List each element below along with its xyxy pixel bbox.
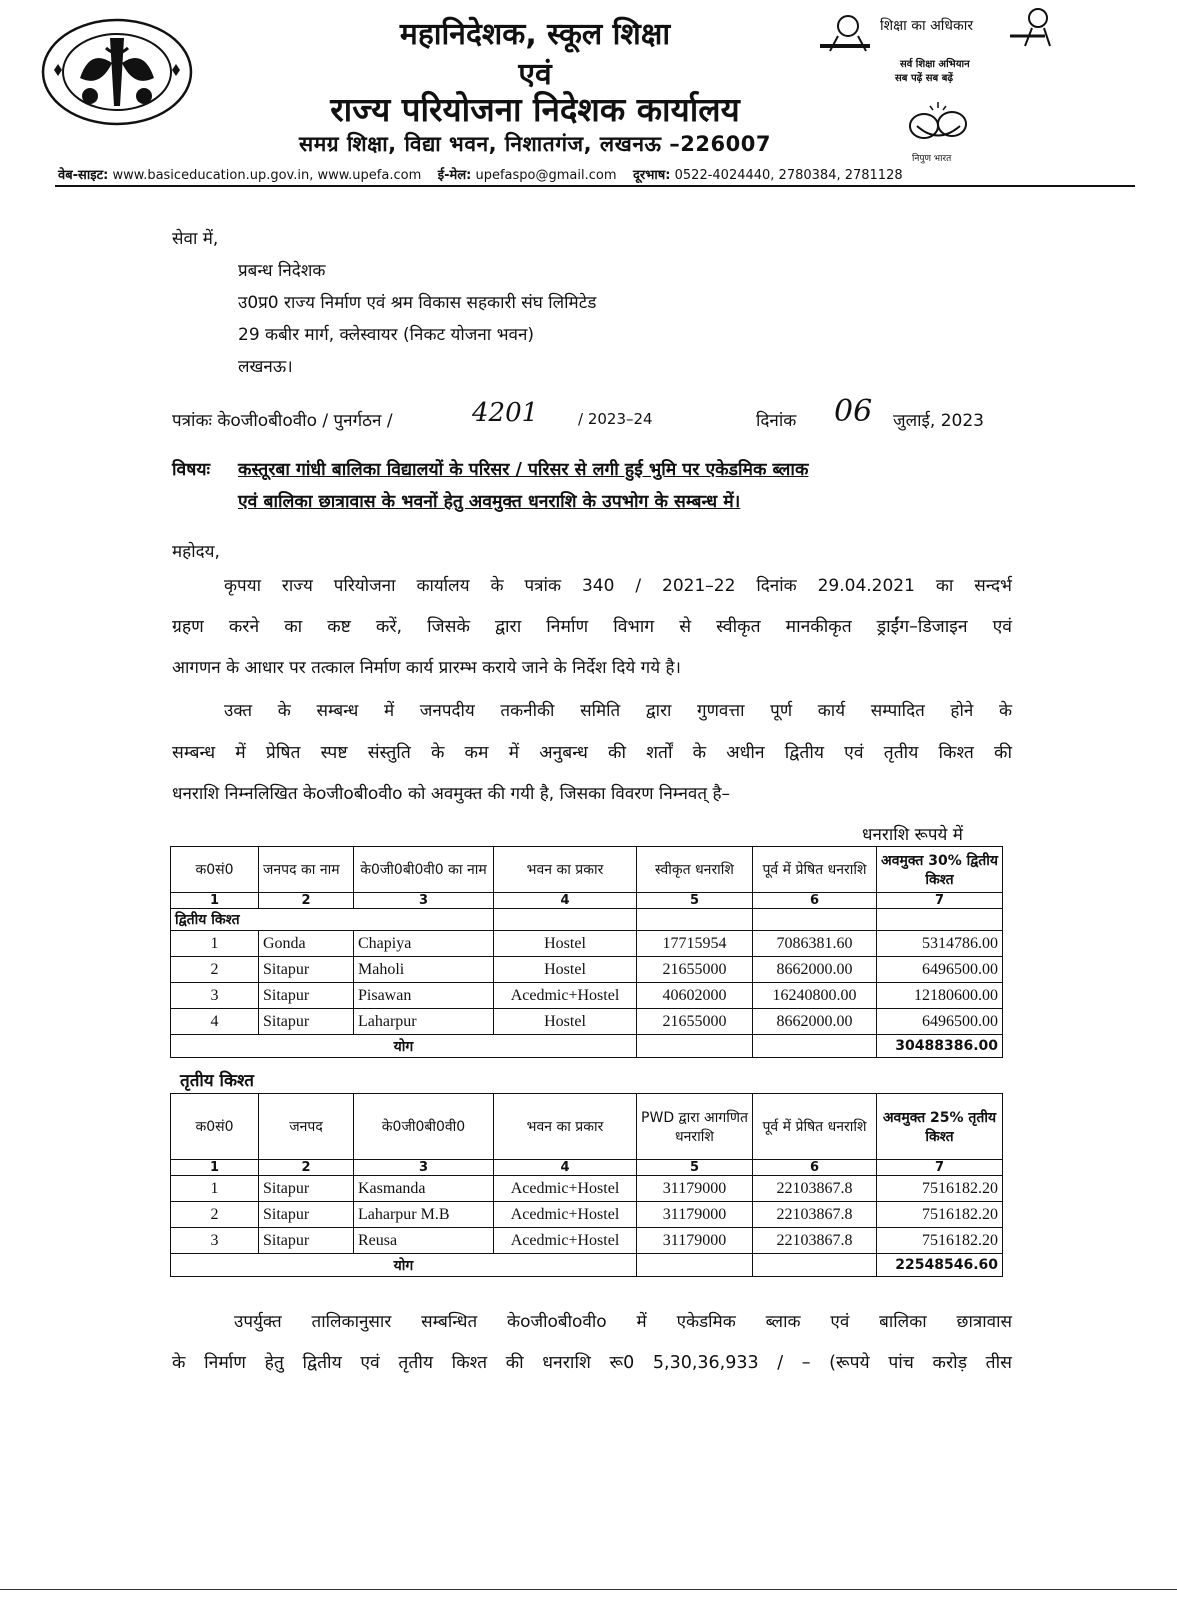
column-number: 6 — [753, 893, 877, 909]
table-cell: 22103867.8 — [753, 1202, 877, 1228]
table-row — [171, 983, 1003, 1009]
table-cell: 6496500.00 — [877, 1009, 1003, 1035]
column-header: भवन का प्रकार — [494, 847, 637, 893]
column-header: अवमुक्त 30% द्वितीय किश्त — [877, 847, 1003, 893]
page-edge-line — [0, 1589, 1177, 1590]
table-cell: 1 — [171, 1176, 259, 1202]
table-cell: 17715954 — [637, 931, 753, 957]
email-text: upefaspo@gmail.com — [475, 168, 617, 183]
paragraph-line: आगणन के आधार पर तत्काल निर्माण कार्य प्रारम्भ कराये जाने के निर्देश दिये गये है। — [172, 658, 681, 678]
column-header: पूर्व में प्रेषित धनराशि — [753, 847, 877, 893]
table-cell: 6496500.00 — [877, 957, 1003, 983]
paragraph-line: कृपया राज्य परियोजना कार्यालय के पत्रांक 340 / 2021–22 दिनांक 29.04.2021 का सन्दर्भ — [224, 576, 1012, 596]
table-total-row — [171, 1035, 1003, 1058]
table-cell: 21655000 — [637, 1009, 753, 1035]
table-cell: Acedmic+Hostel — [494, 1176, 637, 1202]
column-header: भवन का प्रकार — [494, 1094, 637, 1160]
table-row — [171, 1228, 1003, 1254]
table-cell: 31179000 — [637, 1202, 753, 1228]
section-label: द्वितीय किश्त — [171, 909, 354, 931]
table-cell: 16240800.00 — [753, 983, 877, 1009]
table-cell: 7516182.20 — [877, 1176, 1003, 1202]
column-number: 3 — [354, 1160, 494, 1176]
table-cell: Gonda — [259, 931, 354, 957]
table-cell: 8662000.00 — [753, 957, 877, 983]
header-title-line2: एवं — [518, 57, 552, 92]
third-installment-label: तृतीय किश्त — [180, 1071, 254, 1091]
table-cell: 22103867.8 — [753, 1176, 877, 1202]
table-cell: Pisawan — [354, 983, 494, 1009]
date-label: दिनांक — [756, 411, 797, 431]
addressee-line: लखनऊ। — [238, 357, 293, 377]
phone-text: 0522-4024440, 2780384, 2781128 — [674, 168, 903, 183]
email-label: ई-मेल: — [437, 168, 472, 183]
salutation-to: सेवा में, — [172, 229, 219, 249]
table-cell: Sitapur — [259, 1176, 354, 1202]
table-cell: Hostel — [494, 931, 637, 957]
ssa-tagline: सब पढ़ें सब बढ़ें — [895, 73, 954, 84]
table-cell: Sitapur — [259, 983, 354, 1009]
reference-number: 4201 — [472, 398, 539, 428]
table-cell: Acedmic+Hostel — [494, 1202, 637, 1228]
section-row — [171, 909, 1003, 931]
paragraph-line: उपर्युक्त तालिकानुसार सम्बन्धित केoजीoबीoवीo में एकेडमिक ब्लाक एवं बालिका छात्रावास — [234, 1312, 1012, 1332]
table-row — [171, 1202, 1003, 1228]
up-government-emblem-icon — [40, 18, 195, 126]
table-cell: Acedmic+Hostel — [494, 1228, 637, 1254]
table-cell: 31179000 — [637, 1228, 753, 1254]
table-cell: Sitapur — [259, 1009, 354, 1035]
column-header: PWD द्वारा आगणित धनराशि — [637, 1094, 753, 1160]
addressee-line: उ0प्र0 राज्य निर्माण एवं श्रम विकास सहकारी संघ लिमिटेड — [238, 293, 597, 313]
column-number: 5 — [637, 893, 753, 909]
table-cell: Sitapur — [259, 1228, 354, 1254]
table-cell: Chapiya — [354, 931, 494, 957]
column-number: 4 — [494, 1160, 637, 1176]
total-label: योग — [171, 1035, 637, 1058]
column-number: 2 — [259, 1160, 354, 1176]
table-total-row — [171, 1254, 1003, 1277]
table-cell: 4 — [171, 1009, 259, 1035]
table-cell: 22103867.8 — [753, 1228, 877, 1254]
paragraph-line: के निर्माण हेतु द्वितीय एवं तृतीय किश्त की धनराशि रू0 5,30,36,933 / – (रूपये पांच करोड़ तीस — [172, 1353, 1012, 1373]
column-number: 5 — [637, 1160, 753, 1176]
column-number: 3 — [354, 893, 494, 909]
column-header: के0जी0बी0वी0 का नाम — [354, 847, 494, 893]
salutation: महोदय, — [172, 542, 220, 562]
table-cell: 5314786.00 — [877, 931, 1003, 957]
table-cell: 21655000 — [637, 957, 753, 983]
column-number: 2 — [259, 893, 354, 909]
total-value: 30488386.00 — [877, 1035, 1003, 1058]
table-header-row — [171, 847, 1003, 893]
table-cell: Laharpur — [354, 1009, 494, 1035]
table-row — [171, 1009, 1003, 1035]
column-header: क0सं0 — [171, 1094, 259, 1160]
table-row — [171, 931, 1003, 957]
column-number-row — [171, 1160, 1003, 1176]
table-cell: Maholi — [354, 957, 494, 983]
third-installment-table — [170, 1093, 1003, 1277]
column-number: 1 — [171, 1160, 259, 1176]
table-row — [171, 1176, 1003, 1202]
reference-year: / 2023–24 — [578, 410, 653, 428]
addressee-line: 29 कबीर मार्ग, क्लेस्वायर (निकट योजना भवन) — [238, 325, 535, 345]
header-title-line3: राज्य परियोजना निदेशक कार्यालय — [330, 90, 740, 129]
table-cell: 7516182.20 — [877, 1228, 1003, 1254]
subject-line: कस्तूरबा गांधी बालिका विद्यालयों के परिसर / परिसर से लगी हुई भुमि पर एकेडमिक ब्लाक — [238, 460, 809, 480]
table-cell: 2 — [171, 957, 259, 983]
amount-unit-note: धनराशि रूपये में — [862, 825, 963, 845]
paragraph-line: ग्रहण करने का कष्ट करें, जिसके द्वारा निर्माण विभाग से स्वीकृत मानकीकृत ड्राईंग–डिजाइन एवं — [172, 617, 1012, 637]
table-cell: Reusa — [354, 1228, 494, 1254]
website-label: वेब-साइट: — [58, 168, 109, 183]
column-number-row — [171, 893, 1003, 909]
column-header: पूर्व में प्रेषित धनराशि — [753, 1094, 877, 1160]
column-header: जनपद — [259, 1094, 354, 1160]
subject-line: एवं बालिका छात्रावास के भवनों हेतु अवमुक्त धनराशि के उपभोग के सम्बन्ध में। — [238, 492, 741, 512]
table-cell: Hostel — [494, 1009, 637, 1035]
table-cell: 2 — [171, 1202, 259, 1228]
subject-label: विषयः — [172, 460, 211, 480]
column-number: 6 — [753, 1160, 877, 1176]
table-cell: Sitapur — [259, 1202, 354, 1228]
table-cell: 7516182.20 — [877, 1202, 1003, 1228]
column-number: 7 — [877, 893, 1003, 909]
table-cell: 31179000 — [637, 1176, 753, 1202]
table-header-row — [171, 1094, 1003, 1160]
column-number: 4 — [494, 893, 637, 909]
website-text: www.basiceducation.up.gov.in, www.upefa.com — [112, 168, 422, 183]
column-header: क0सं0 — [171, 847, 259, 893]
header-address: समग्र शिक्षा, विद्या भवन, निशातगंज, लखनऊ –226007 — [299, 132, 771, 156]
table-cell: 3 — [171, 983, 259, 1009]
nipun-label: निपुण भारत — [912, 154, 952, 164]
date-rest: जुलाई, 2023 — [893, 411, 984, 431]
total-label: योग — [171, 1254, 637, 1277]
contact-bar — [58, 165, 1128, 183]
reference-prefix: पत्रांकः केoजीoबीoवीo / पुनर्गठन / — [172, 411, 393, 431]
table-cell: 40602000 — [637, 983, 753, 1009]
table-row — [171, 957, 1003, 983]
table-cell: 7086381.60 — [753, 931, 877, 957]
column-header: स्वीकृत धनराशि — [637, 847, 753, 893]
phone-label: दूरभाष: — [633, 168, 671, 183]
column-header: जनपद का नाम — [259, 847, 354, 893]
table-cell: Laharpur M.B — [354, 1202, 494, 1228]
table-cell: 12180600.00 — [877, 983, 1003, 1009]
column-header: के0जी0बी0वी0 — [354, 1094, 494, 1160]
ssa-label: सर्व शिक्षा अभियान — [900, 59, 970, 70]
nipun-bharat-logo-icon — [902, 100, 982, 150]
paragraph-line: सम्बन्ध में प्रेषित स्पष्ट संस्तुति के कम में अनुबन्ध की शर्तों के अधीन द्वितीय एवं तृतीय किश्त की — [172, 743, 1012, 763]
date-day: 06 — [834, 394, 873, 429]
table-cell: Hostel — [494, 957, 637, 983]
table-cell: 8662000.00 — [753, 1009, 877, 1035]
column-number: 7 — [877, 1160, 1003, 1176]
table-cell: Sitapur — [259, 957, 354, 983]
header-title-line1: महानिदेशक, स्कूल शिक्षा — [399, 17, 671, 52]
paragraph-line: धनराशि निम्नलिखित केoजीoबीoवीo को अवमुक्त की गयी है, जिसका विवरण निम्नवत् है– — [172, 784, 731, 804]
addressee-line: प्रबन्ध निदेशक — [238, 261, 326, 281]
column-number: 1 — [171, 893, 259, 909]
paragraph-line: उक्त के सम्बन्ध में जनपदीय तकनीकी समिति द्वारा गुणवत्ता पूर्ण कार्य सम्पादित होने के — [224, 701, 1012, 721]
column-header: अवमुक्त 25% तृतीय किश्त — [877, 1094, 1003, 1160]
rte-label: शिक्षा का अधिकार — [880, 18, 974, 34]
table-cell: 3 — [171, 1228, 259, 1254]
table-cell: Kasmanda — [354, 1176, 494, 1202]
table-cell: 1 — [171, 931, 259, 957]
header-divider — [55, 185, 1135, 187]
total-value: 22548546.60 — [877, 1254, 1003, 1277]
table-cell: Acedmic+Hostel — [494, 983, 637, 1009]
second-installment-table — [170, 846, 1003, 1058]
